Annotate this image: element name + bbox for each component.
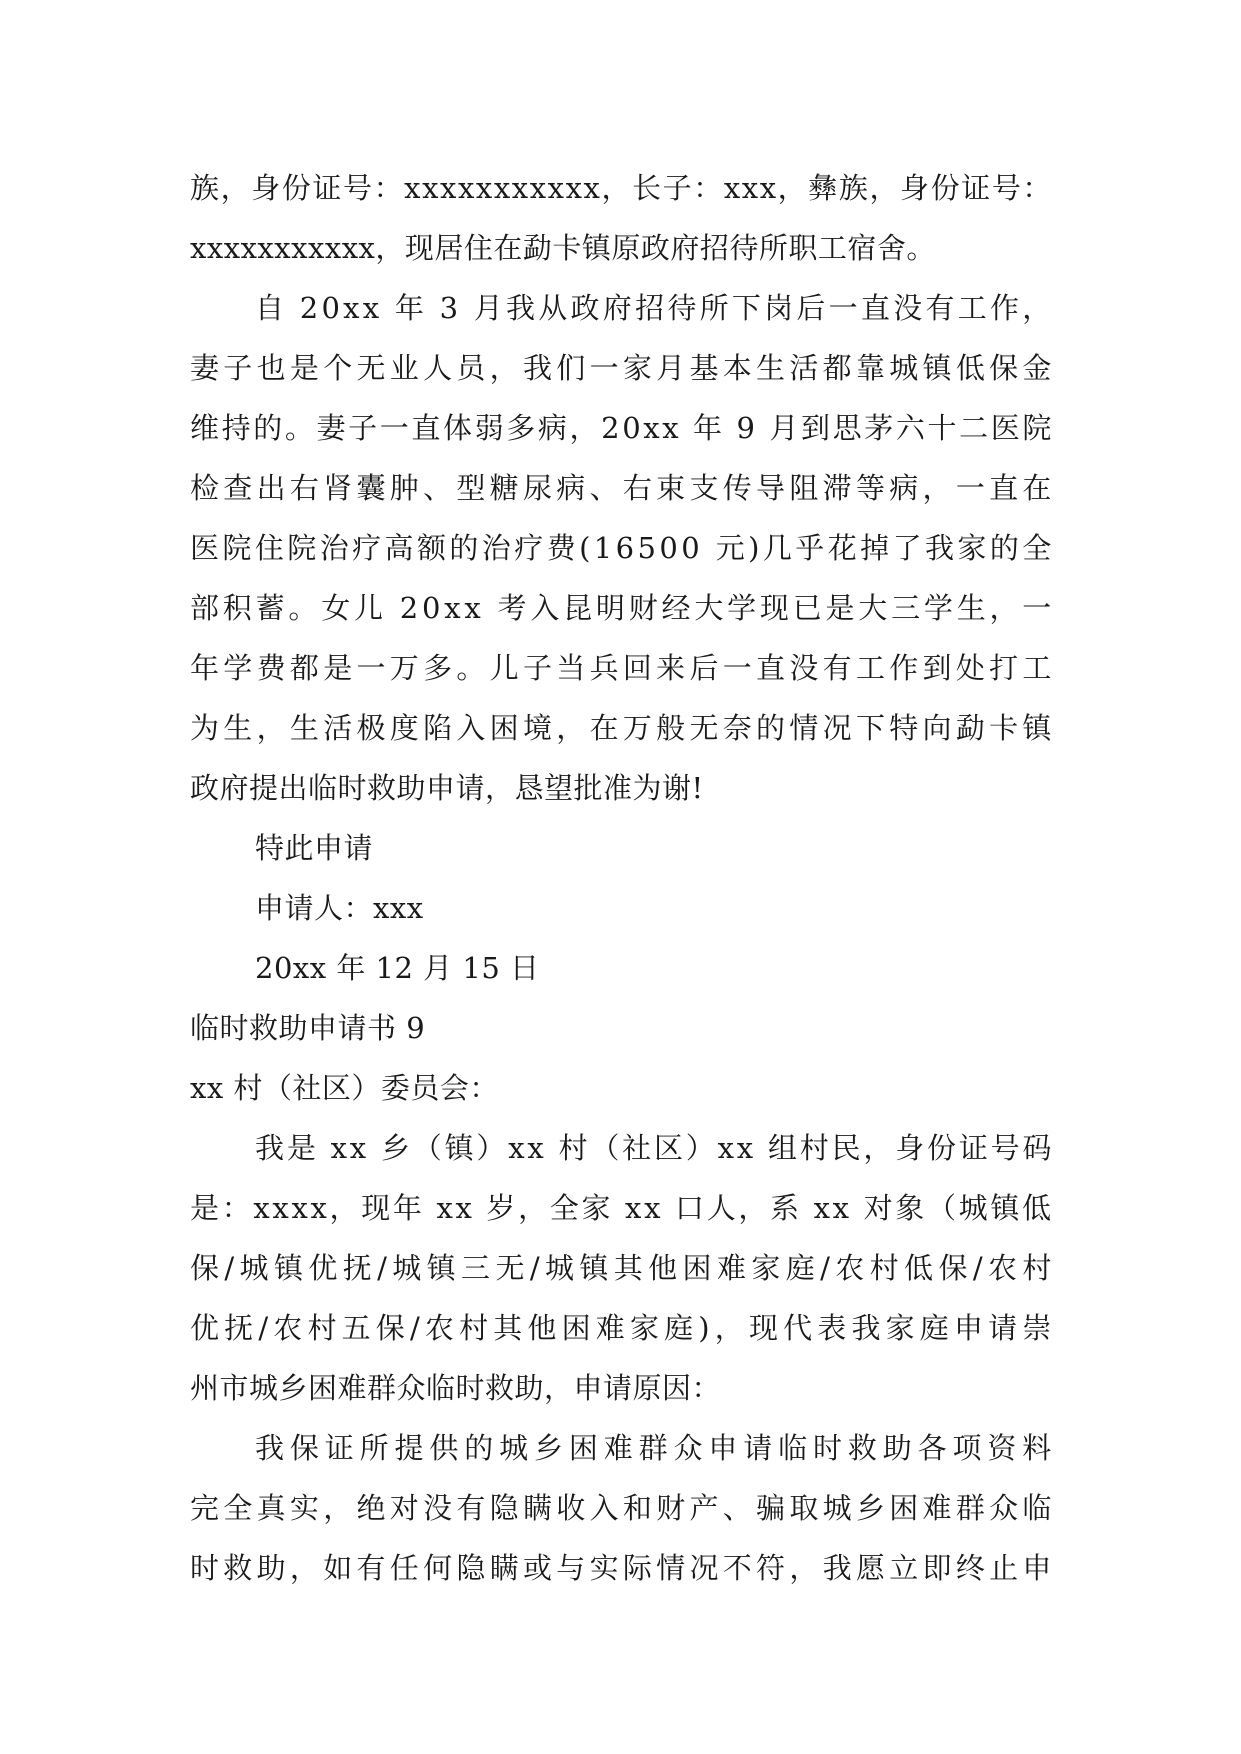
- text-line-10: 为 生 ， 生 活 极 度 陷 入 困 境 ， 在 万 般 无 奈 的 情 况 下 特 向 勐 卡 镇: [190, 711, 1052, 745]
- paragraph-start-line: 我 是 x x 乡 （ 镇 ） x x 村 （ 社 区 ） x x 组 村 民 ， 身 份 证 号 码: [255, 1131, 1052, 1165]
- text-line-20: 优 抚 / 农 村 五 保 / 农 村 其 他 困 难 家 庭 ) ， 现 代 表 我 家 庭 申 请 崇: [190, 1311, 1052, 1345]
- text-line-6: 检 查 出 右 肾 囊 肿 、 型 糖 尿 病 、 右 束 支 传 导 阻 滞 等 病 ， 一 直 在: [190, 471, 1052, 505]
- text-line-19: 保 / 城 镇 优 抚 / 城 镇 三 无 / 城 镇 其 他 困 难 家 庭 / 农 村 低 保 / 农 村: [190, 1251, 1052, 1285]
- paragraph-start-line: 自 2 0 x x 年 3 月 我 从 政 府 招 待 所 下 岗 后 一 直 没 有 工 作 ，: [255, 291, 1052, 325]
- text-line-1: 族 ， 身 份 证 号 ： x x x x x x x x x x x ， 长 子 ： x x x ， 彝 族 ， 身 份 证 号 ：: [190, 171, 1052, 205]
- recipient-salutation: xx 村（社区）委员会：: [190, 1071, 499, 1105]
- text-line-21: 州市城乡困难群众临时救助，申请原因：: [190, 1371, 722, 1405]
- closing-phrase: 特此申请: [255, 831, 374, 865]
- application-date: 20xx 年 12 月 15 日: [255, 951, 540, 985]
- text-line-9: 年 学 费 都 是 一 万 多 。 儿 子 当 兵 回 来 后 一 直 没 有 工 作 到 处 打 工: [190, 651, 1052, 685]
- document-body: [190, 158, 1052, 1598]
- text-line-8: 部 积 蓄 。 女 儿 2 0 x x 考 入 昆 明 财 经 大 学 现 已 是 大 三 学 生 ， 一: [190, 591, 1052, 625]
- text-line-11: 政府提出临时救助申请，恳望批准为谢!: [190, 771, 704, 805]
- text-line-23: 完 全 真 实 ， 绝 对 没 有 隐 瞒 收 入 和 财 产 、 骗 取 城 乡 困 难 群 众 临: [190, 1491, 1052, 1525]
- applicant-signature: 申请人：xxx: [255, 891, 424, 925]
- text-line-2: xxxxxxxxxxx，现居住在勐卡镇原政府招待所职工宿舍。: [190, 231, 936, 265]
- text-line-24: 时 救 助 ， 如 有 任 何 隐 瞒 或 与 实 际 情 况 不 符 ， 我 愿 立 即 终 止 申: [190, 1551, 1052, 1585]
- text-line-7: 医 院 住 院 治 疗 高 额 的 治 疗 费 ( 1 6 5 0 0 元 ) 几 乎 花 掉 了 我 家 的 全: [190, 531, 1052, 565]
- text-line-18: 是 ： x x x x ， 现 年 x x 岁 ， 全 家 x x 口 人 ， 系 x x 对 象 （ 城 镇 低: [190, 1191, 1052, 1225]
- section-title: 临时救助申请书 9: [190, 1011, 426, 1045]
- text-line-4: 妻 子 也 是 个 无 业 人 员 ， 我 们 一 家 月 基 本 生 活 都 靠 城 镇 低 保 金: [190, 351, 1052, 385]
- paragraph-start-line: 我 保 证 所 提 供 的 城 乡 困 难 群 众 申 请 临 时 救 助 各 项 资 料: [255, 1431, 1052, 1465]
- text-line-5: 维 持 的 。 妻 子 一 直 体 弱 多 病 ， 2 0 x x 年 9 月 到 思 茅 六 十 二 医 院: [190, 411, 1052, 445]
